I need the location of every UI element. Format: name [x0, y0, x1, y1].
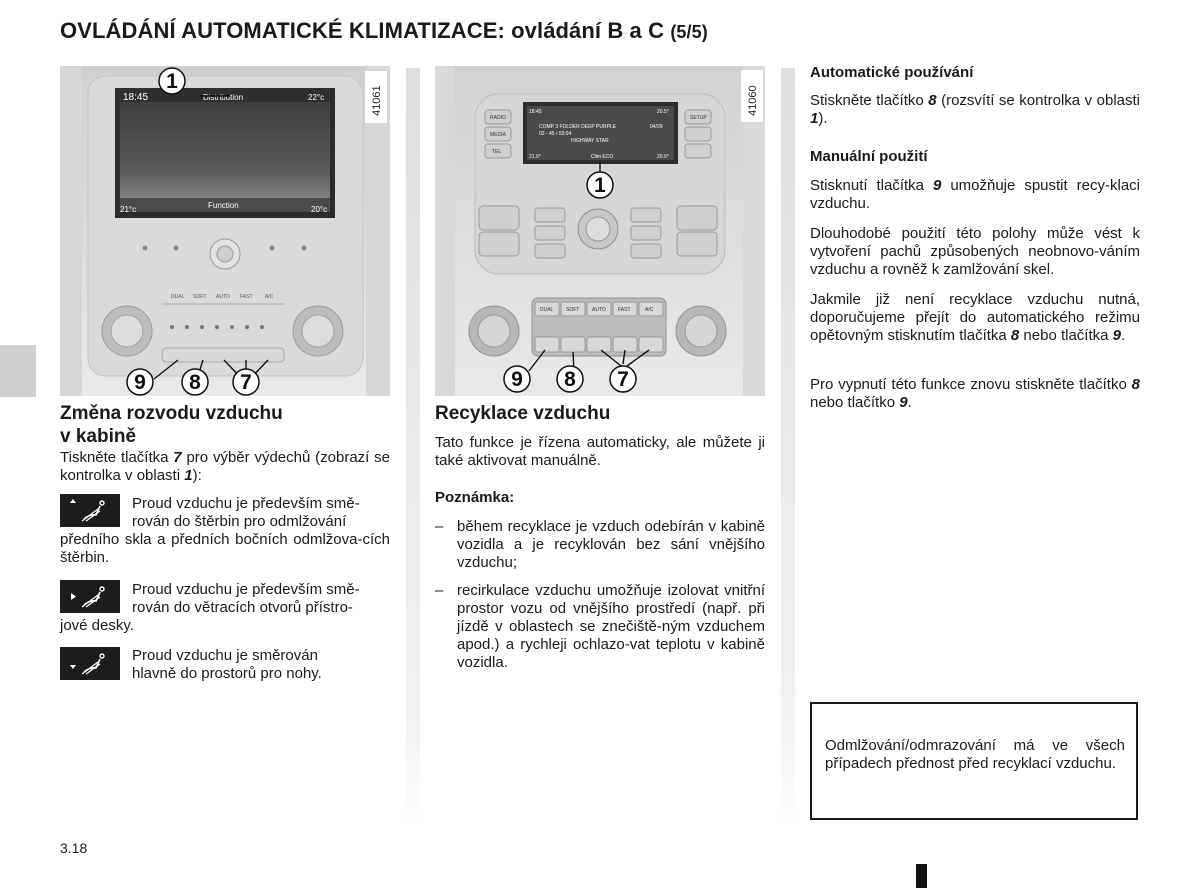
list-item: [435, 582, 765, 672]
off-text-b: nebo tlačítko: [810, 394, 900, 411]
priority-note-box: [810, 702, 1138, 820]
screen2-time: 18:45: [529, 109, 542, 115]
auto-use-heading: Automatické používání: [810, 64, 974, 81]
btn2-ac: A/C: [645, 307, 654, 313]
ref-code-2: 41060: [747, 85, 759, 116]
item-1-line-1: Proud vzduchu je především smě-: [132, 495, 360, 512]
section-heading-recycling: Recyklace vzduchu: [435, 403, 611, 424]
btn2-soft: SOFT: [566, 307, 580, 313]
callout2-9: 9: [511, 368, 523, 391]
btn-fast: FAST: [240, 294, 253, 300]
off-text-c: .: [907, 394, 912, 411]
once-text-c: .: [1121, 327, 1126, 344]
figure-control-b: [60, 66, 390, 396]
screen-time: 18:45: [123, 92, 149, 103]
manual-text-b: umožňuje spustit recy-klaci vzduchu.: [810, 177, 1140, 212]
screen2-temp-right: 20.0°: [657, 154, 669, 160]
callout-7: 7: [240, 371, 252, 394]
item-3-line-2: hlavně do prostorů pro nohy.: [132, 665, 322, 682]
screen-distribution-label: Distribution: [203, 93, 244, 102]
chapter-tab: [0, 345, 36, 397]
intro-text-c: ):: [192, 467, 202, 484]
item-2-line-2: rován do větracích otvorů přístro-: [132, 599, 353, 616]
once-num: 8: [1010, 327, 1020, 344]
auto-text-c: ).: [818, 110, 828, 127]
screen-temp-bottom-right: 20°c: [311, 205, 328, 214]
ref-code: 41061: [371, 85, 383, 116]
airflow-item-2-rest: jové desky.: [60, 617, 134, 634]
callout2-8: 8: [564, 368, 576, 391]
callout2-7: 7: [617, 368, 629, 391]
priority-note-text: Odmlžování/odmrazování má ve všech případech přednost před recyklací vzduchu.: [825, 737, 1125, 772]
airflow-item-1-rest: předního skla a předních bočních odmlžova-cích štěrbin.: [60, 531, 390, 566]
btn2-dual: DUAL: [540, 307, 554, 313]
off-num-2: 9: [899, 394, 908, 411]
list-item-text: během recyklace je vzduch odebírán v kabině vozidla a je recyklován bez sání vnějšího vzduchu;: [457, 518, 765, 571]
auto-text-b: (rozsvítí se kontrolka v oblasti: [936, 92, 1140, 109]
airflow-item-3: [132, 647, 390, 683]
page-number: 3.18: [60, 840, 88, 856]
btn-auto: AUTO: [216, 294, 230, 300]
intro-num: 7: [173, 449, 182, 466]
item-3-line-1: Proud vzduchu je směrován: [132, 647, 318, 664]
page-edge-marker: [916, 864, 927, 888]
auto-text-a: Stiskněte tlačítko: [810, 92, 929, 109]
screen2-track-3: HIGHWAY STAR: [571, 138, 609, 144]
heading-line-1: Změna rozvodu vzduchu: [60, 403, 283, 424]
heading-line-2: v kabině: [60, 426, 137, 447]
airflow-item-2-lead: [132, 581, 390, 617]
item-1-line-2: rován do štěrbin pro odmlžování: [132, 513, 347, 530]
btn-soft: SOFT: [193, 294, 207, 300]
page-title-marker: (5/5): [670, 22, 708, 42]
btn2-auto: AUTO: [592, 307, 606, 313]
item-2-line-1: Proud vzduchu je především smě-: [132, 581, 360, 598]
side-btn-tel: TEL: [492, 149, 502, 155]
recycling-notes-list: [435, 518, 765, 682]
windscreen-airflow-icon: [60, 494, 120, 527]
screen-temp-bottom-left: 21°c: [120, 205, 137, 214]
list-dash: –: [435, 582, 444, 599]
column-divider-1: [406, 68, 420, 828]
manual-use-text: [810, 177, 1140, 213]
callout-8: 8: [189, 371, 201, 394]
list-dash: –: [435, 518, 444, 535]
once-num-2: 9: [1112, 327, 1122, 344]
section-heading-distribution: [60, 402, 283, 448]
long-use-warning: Dlouhodobé použití této polohy může vést k vytvoření pachů způsobených neobnovo-váním vzduchu a rovněž k zamlžování skel.: [810, 225, 1140, 278]
airflow-item-1-lead: [132, 495, 390, 531]
callout-1: 1: [166, 70, 178, 93]
distribution-intro: [60, 449, 390, 485]
once-text-b: nebo tlačítka: [1019, 327, 1113, 344]
intro-num-2: 1: [184, 467, 193, 484]
callout-9: 9: [134, 371, 146, 394]
screen-temp-right: 22°c: [308, 93, 325, 102]
screen-function-label: Function: [208, 201, 239, 210]
auto-num: 8: [928, 92, 937, 109]
column-divider-2: [781, 68, 795, 828]
screen2-temp: 20.5°: [657, 109, 669, 115]
callout2-1: 1: [594, 174, 606, 197]
auto-use-text: [810, 92, 1140, 128]
manual-text-a: Stisknutí tlačítka: [810, 177, 933, 194]
btn2-fast: FAST: [618, 307, 631, 313]
intro-text-b: pro výběr výdechů (zobrazí se kontrolka v oblasti: [60, 449, 390, 484]
side-btn-setup: SETUP: [690, 115, 707, 121]
auto-num-2: 1: [810, 110, 819, 127]
return-to-auto-text: [810, 291, 1140, 345]
page-title-text: OVLÁDÁNÍ AUTOMATICKÉ KLIMATIZACE: ovládání B a C: [60, 18, 665, 43]
turn-off-text: [810, 376, 1140, 412]
side-btn-radio: RADIO: [490, 115, 506, 121]
btn-ac: A/C: [265, 294, 274, 300]
footwell-airflow-icon: [60, 647, 120, 680]
page-title: [60, 18, 708, 44]
manual-num: 9: [933, 177, 942, 194]
recycling-intro: Tato funkce je řízena automaticky, ale můžete ji také aktivovat manuálně.: [435, 434, 765, 469]
manual-use-heading: Manuální použití: [810, 148, 928, 165]
screen2-track-1: COMP 3 FOLDER DEEP PURPLE: [539, 124, 617, 130]
list-item-text: recirkulace vzduchu umožňuje izolovat vnitřní prostor vozu od vnějšího prostředí (např. při jízdě v oblastech se znečiště-ným vzduchem apod.) a rychleji ochlazo-vat teplotu v kabině vozidla.: [457, 582, 765, 671]
off-text-a: Pro vypnutí této funkce znovu stiskněte tlačítko: [810, 376, 1132, 393]
intro-text-a: Tiskněte tlačítka: [60, 449, 174, 466]
off-num: 8: [1131, 376, 1140, 393]
figure-control-c: [435, 66, 765, 396]
screen2-temp-left: 21.0°: [529, 154, 541, 160]
screen2-track-2: 02 - 45 / 03:04: [539, 131, 572, 137]
once-text-a: Jakmile již není recyklace vzduchu nutná, doporučujeme přejít do automatického režimu opětovným stisknutím tlačítka: [810, 291, 1140, 344]
btn-dual: DUAL: [171, 294, 185, 300]
dashboard-vents-airflow-icon: [60, 580, 120, 613]
list-item: [435, 518, 765, 572]
note-label: Poznámka:: [435, 489, 515, 506]
screen2-track-time: 04/29: [650, 124, 663, 130]
side-btn-media: MEDIA: [490, 132, 506, 138]
screen2-mode: Clim ECO: [591, 154, 614, 160]
